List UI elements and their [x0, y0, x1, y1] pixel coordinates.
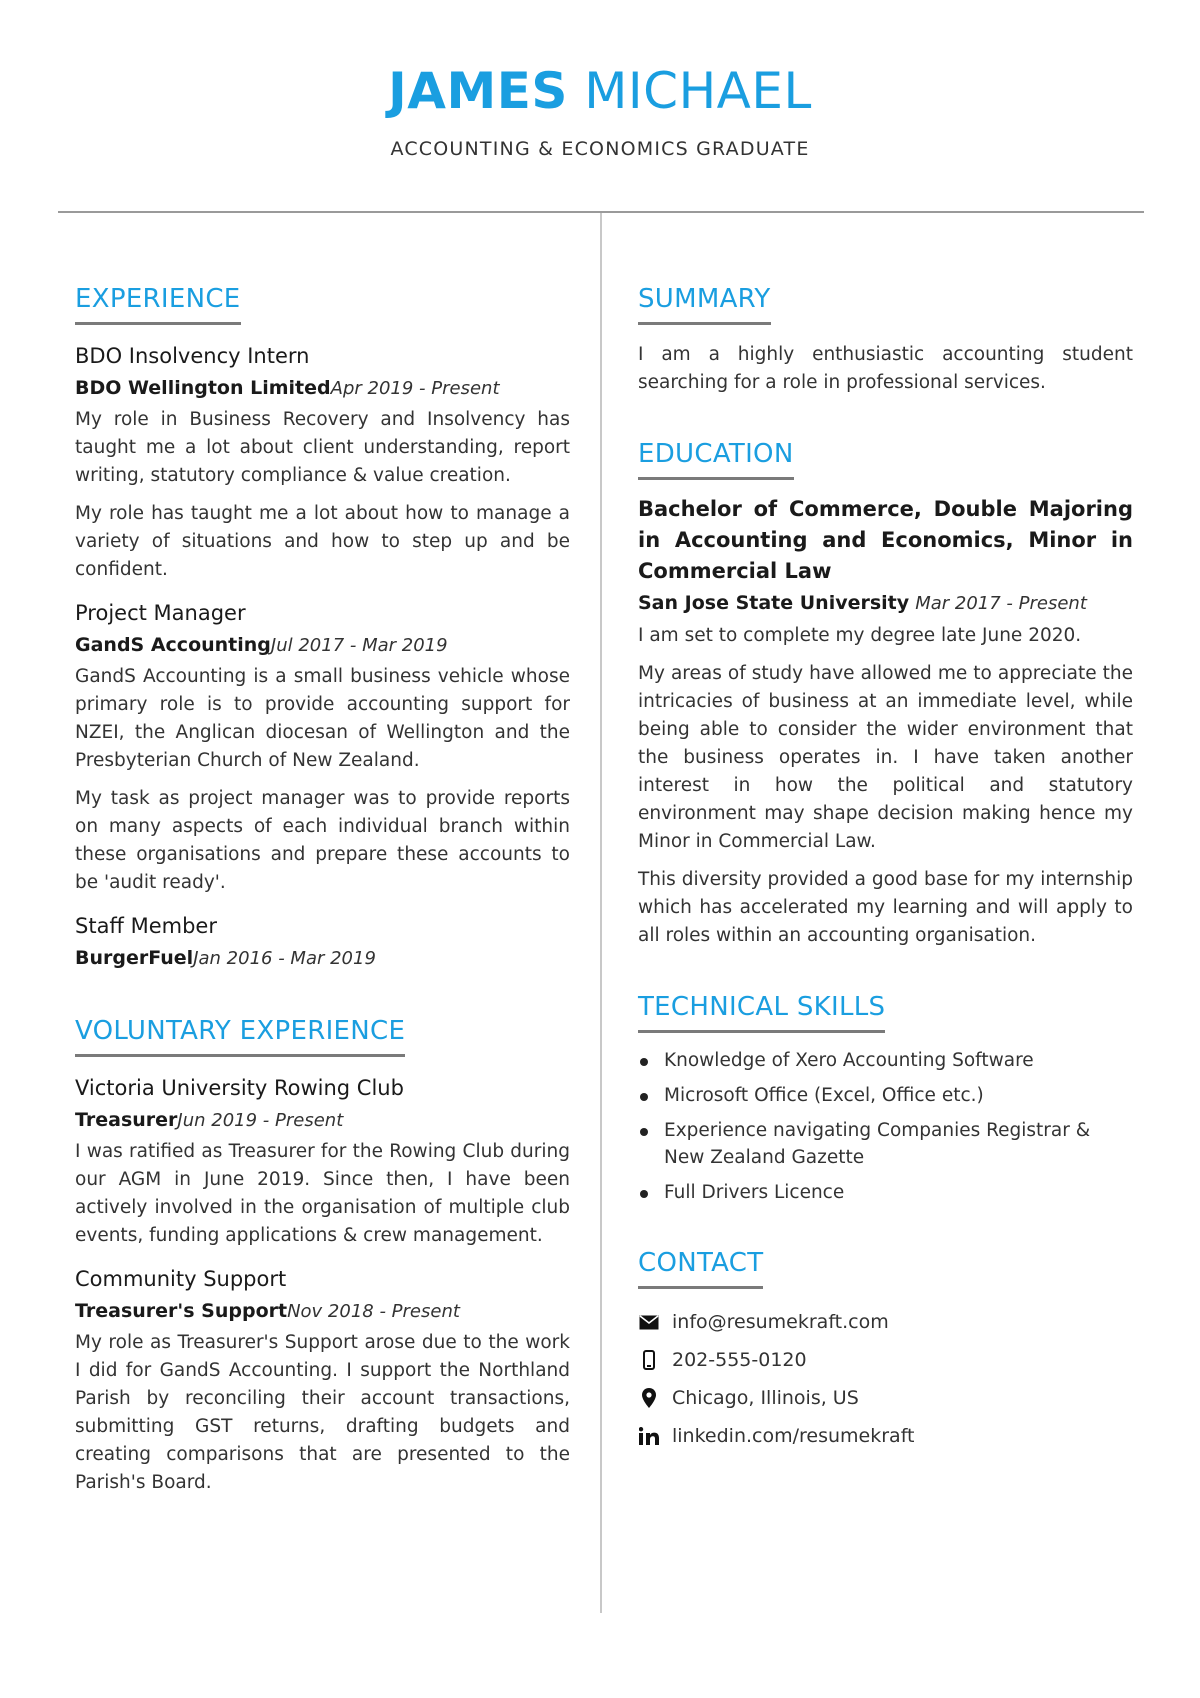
job-description: My role in Business Recovery and Insolvency has taught me a lot about client understanding, report writing, statutory compliance & value creation. [75, 409, 570, 486]
job-role: Staff Member [75, 914, 217, 938]
job-role: BDO Insolvency Intern [75, 344, 310, 368]
contact-linkedin[interactable] [638, 1417, 1133, 1455]
column-divider [600, 213, 602, 1613]
job-role: Community Support [75, 1267, 287, 1291]
bullet-icon [640, 1058, 648, 1066]
education-description: I am set to complete my degree late June 2020. [638, 625, 1082, 646]
degree-title: Bachelor of Commerce, Double Majoring in Accounting and Economics, Minor in Commercial Law [638, 497, 1133, 583]
education-description: My areas of study have allowed me to appreciate the intricacies of business at an immediate level, while being able to consider the wider environment that the business operates in. I have taken another interest in how the political and statutory environment may shape decision making hence my Minor in Commercial Law. [638, 663, 1133, 852]
contact-email[interactable] [638, 1303, 1133, 1341]
skill-text: Knowledge of Xero Accounting Software [664, 1050, 1034, 1071]
map-pin-icon [638, 1387, 660, 1409]
skills-section [638, 992, 1133, 1206]
job-title: ACCOUNTING & ECONOMICS GRADUATE [390, 138, 810, 160]
skill-text: Full Drivers Licence [664, 1182, 845, 1203]
job-description: I was ratified as Treasurer for the Rowing Club during our AGM in June 2019. Since then, I have been actively involved in the organisation of multiple club events, funding applications & crew management. [75, 1141, 570, 1246]
right-column [638, 284, 1133, 1497]
bullet-icon [640, 1093, 648, 1101]
experience-section [75, 284, 570, 974]
job-date: Jan 2016 - Mar 2019 [193, 948, 376, 969]
voluntary-entry [75, 1071, 570, 1250]
skills-list [638, 1047, 1133, 1206]
job-org-line [75, 373, 570, 404]
section-heading: TECHNICAL SKILLS [638, 992, 885, 1033]
summary-text: I am a highly enthusiastic accounting student searching for a role in professional services. [638, 344, 1133, 393]
contact-location [638, 1379, 1133, 1417]
job-org: GandS Accounting [75, 634, 271, 656]
skill-item [638, 1082, 1133, 1109]
experience-entry [75, 339, 570, 584]
university-name: San Jose State University [638, 592, 910, 614]
job-role: Victoria University Rowing Club [75, 1076, 404, 1100]
location-text: Chicago, Illinois, US [672, 1387, 859, 1409]
voluntary-section [75, 1016, 570, 1497]
job-org-line [75, 943, 570, 974]
skill-text: Microsoft Office (Excel, Office etc.) [664, 1085, 984, 1106]
education-description: This diversity provided a good base for my internship which has accelerated my learning and will apply to all roles within an accounting organisation. [638, 869, 1133, 946]
job-description: My role as Treasurer's Support arose due to the work I did for GandS Accounting. I support the Northland Parish by reconciling their account transactions, submitting GST returns, drafting budgets and creating comparisons that are presented to the Parish's Board. [75, 1332, 570, 1493]
job-org-line [75, 630, 570, 661]
job-role: Project Manager [75, 601, 246, 625]
experience-entry [75, 596, 570, 897]
mobile-phone-icon [638, 1349, 660, 1371]
resume-header [0, 58, 1200, 160]
skill-item [638, 1179, 1133, 1206]
job-org: BDO Wellington Limited [75, 377, 331, 399]
skill-item [638, 1047, 1133, 1074]
skill-item [638, 1117, 1133, 1171]
section-heading: SUMMARY [638, 284, 771, 325]
section-heading: VOLUNTARY EXPERIENCE [75, 1016, 405, 1057]
job-org: Treasurer's Support [75, 1300, 288, 1322]
candidate-name [0, 58, 1200, 124]
experience-entry [75, 909, 570, 974]
linkedin-text[interactable]: linkedin.com/resumekraft [672, 1425, 915, 1447]
bullet-icon [640, 1190, 648, 1198]
education-date: Mar 2017 - Present [915, 593, 1087, 614]
job-org: Treasurer [75, 1109, 178, 1131]
left-column [75, 284, 570, 1539]
job-date: Apr 2019 - Present [330, 378, 500, 399]
skill-text: Experience navigating Companies Registrar & New Zealand Gazette [664, 1120, 1091, 1168]
phone-text[interactable]: 202-555-0120 [672, 1349, 807, 1371]
job-date: Jul 2017 - Mar 2019 [270, 635, 448, 656]
education-section [638, 439, 1133, 950]
job-description: My role has taught me a lot about how to manage a variety of situations and how to step up and be confident. [75, 503, 570, 580]
job-date: Nov 2018 - Present [287, 1301, 460, 1322]
contact-section [638, 1248, 1133, 1455]
voluntary-entry [75, 1262, 570, 1497]
bullet-icon [640, 1128, 648, 1136]
job-description: GandS Accounting is a small business vehicle whose primary role is to provide accounting support for NZEI, the Anglican diocesan of Wellington and the Presbyterian Church of New Zealand. [75, 666, 570, 771]
job-org-line [75, 1296, 570, 1327]
email-text[interactable]: info@resumekraft.com [672, 1311, 889, 1333]
last-name: MICHAEL [584, 62, 812, 120]
job-description: My task as project manager was to provide reports on many aspects of each individual branch within these organisations and prepare these accounts to be 'audit ready'. [75, 788, 570, 893]
envelope-icon [638, 1311, 660, 1333]
job-org-line [75, 1105, 570, 1136]
university-line [638, 587, 1133, 620]
first-name: JAMES [388, 62, 568, 120]
section-heading: CONTACT [638, 1248, 763, 1289]
contact-phone[interactable] [638, 1341, 1133, 1379]
job-date: Jun 2019 - Present [177, 1110, 344, 1131]
section-heading: EDUCATION [638, 439, 794, 480]
job-org: BurgerFuel [75, 947, 194, 969]
linkedin-icon [638, 1425, 660, 1447]
summary-section [638, 284, 1133, 397]
section-heading: EXPERIENCE [75, 284, 241, 325]
